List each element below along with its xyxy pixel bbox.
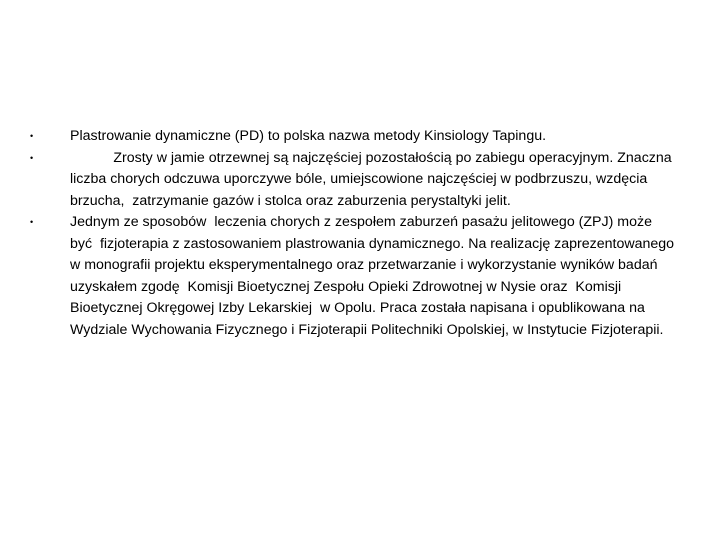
bullet-text: Jednym ze sposobów leczenia chorych z zespołem zaburzeń pasażu jelitowego (ZPJ) może być fizjoterapia z zastosowaniem plastrowania dynamicznego. Na realizację zaprezentowanego w monografii projektu eksperymentalnego oraz przetwarzanie i wykorzystanie wyników badań uzyskałem zgodę Komisji Bioetycznej Zespołu Opieki Zdrowotnej w Nysie oraz Komisji Bioetycznej Okręgowej Izby Lekarskiej w Opolu. Praca została napisana i opublikowana na Wydziale Wychowania Fizycznego i Fizjoterapii Politechniki Opolskiej, w Instytucie Fizjoterapii. (70, 214, 679, 338)
bullet-dot: • (30, 152, 34, 163)
bullet-dot: • (30, 131, 34, 141)
bullet-item-adhesions (0, 148, 720, 213)
bullet-dot: • (30, 217, 34, 227)
bullet-text: Plastrowanie dynamiczne (PD) to polska nazwa metody Kinsiology Tapingu. (70, 128, 547, 144)
bullet-item-treatment (0, 212, 720, 341)
bullet-item-pd-definition (0, 126, 720, 148)
bullet-text: Zrosty w jamie otrzewnej są najczęściej pozostałością po zabiegu operacyjnym. Znaczna liczba chorych odczuwa uporczywe bóle, umiejscowione najczęściej w podbrzuszu, wzdęcia brzucha, zatrzymanie gazów i stolca oraz zaburzenia perystaltyki jelit. (70, 149, 676, 209)
bullet-list (0, 126, 720, 341)
